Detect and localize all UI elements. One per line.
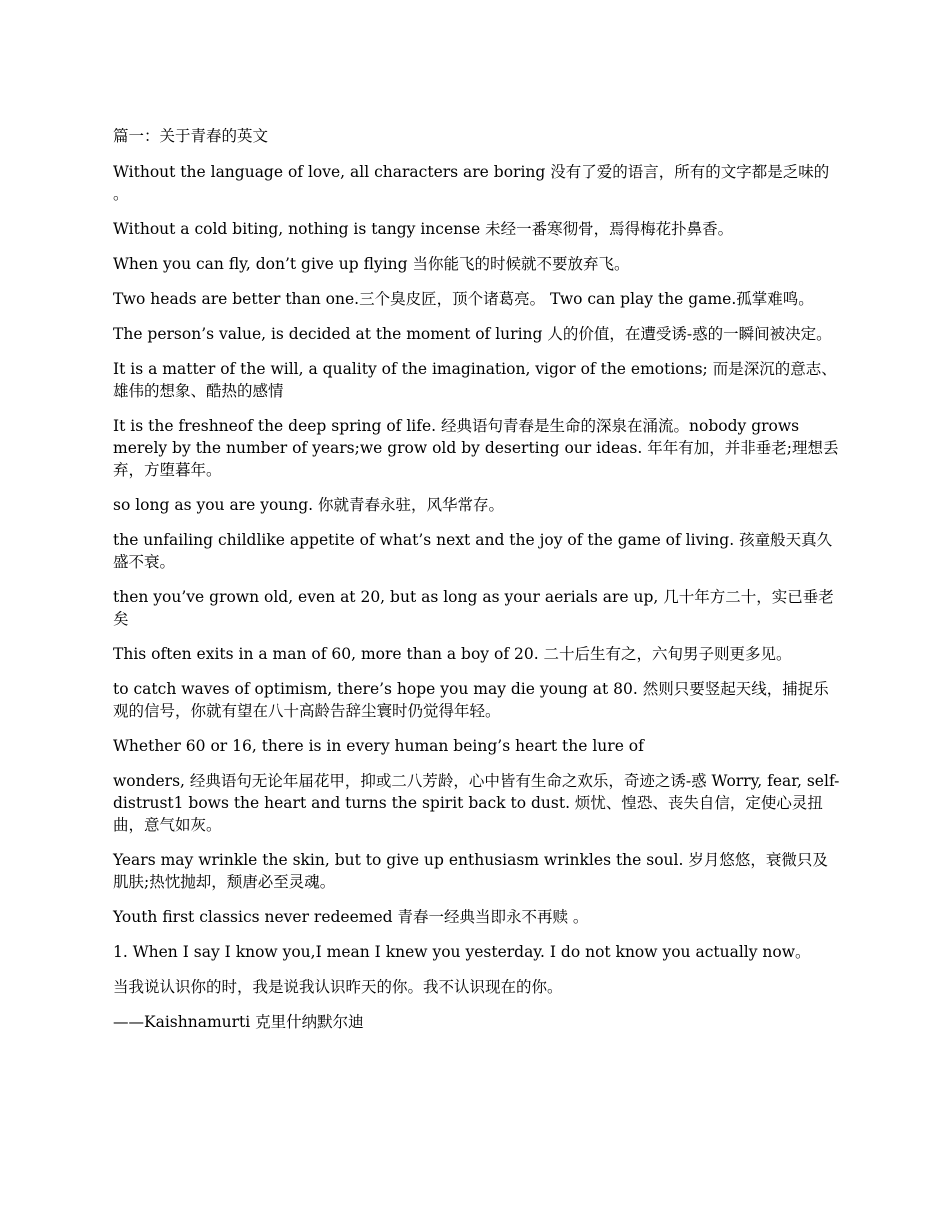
paragraph: to catch waves of optimism, there’s hope you may die young at 80. 然则只要竖起天线，捕捉乐观的信号，你就有望在八十高龄告辞尘寰时仍觉得年轻。: [113, 680, 829, 720]
paragraph: then you’ve grown old, even at 20, but as long as your aerials are up, 几十年方二十，实已垂老矣: [113, 588, 834, 628]
paragraph: wonders, 经典语句无论年届花甲，抑或二八芳龄，心中皆有生命之欢乐，奇迹之诱-惑 Worry, fear, self-distrust1 bows the heart and turns the spirit back to dust. 烦忧、惶恐、丧失自信，定使心灵扭曲，意气如灰。: [113, 772, 840, 834]
paragraph: This often exits in a man of 60, more than a boy of 20. 二十后生有之，六旬男子则更多见。: [113, 645, 792, 663]
paragraph: 1. When I say I know you,I mean I knew you yesterday. I do not know you actually now。: [113, 943, 811, 961]
document-body: [113, 125, 841, 1046]
paragraph: Without a cold biting, nothing is tangy incense 未经一番寒彻骨，焉得梅花扑鼻香。: [113, 220, 734, 238]
paragraph: Two heads are better than one.三个臭皮匠，顶个诸葛亮。 Two can play the game.孤掌难鸣。: [113, 290, 814, 308]
paragraph: It is the freshneof the deep spring of life. 经典语句青春是生命的深泉在涌流。nobody grows merely by the number of years;we grow old by deserting our ideas. 年年有加，并非垂老;理想丢弃，方堕暮年。: [113, 417, 839, 479]
document-heading: 篇一：关于青春的英文: [113, 127, 269, 145]
paragraph: so long as you are young. 你就青春永驻，风华常存。: [113, 496, 505, 514]
paragraph: Years may wrinkle the skin, but to give up enthusiasm wrinkles the soul. 岁月悠悠，衰微只及肌肤;热忱抛却，颓唐必至灵魂。: [113, 851, 828, 891]
paragraph: Whether 60 or 16, there is in every human being’s heart the lure of: [113, 737, 644, 755]
paragraph: When you can fly, don’t give up flying 当你能飞的时候就不要放弃飞。: [113, 255, 630, 273]
paragraph: Without the language of love, all characters are boring 没有了爱的语言，所有的文字都是乏味的 。: [113, 163, 830, 203]
paragraph: It is a matter of the will, a quality of the imagination, vigor of the emotions; 而是深沉的意志、雄伟的想象、酷热的感情: [113, 360, 837, 400]
attribution: ——Kaishnamurti 克里什纳默尔迪: [113, 1013, 364, 1031]
paragraph: The person’s value, is decided at the moment of luring 人的价值，在遭受诱-惑的一瞬间被决定。: [113, 325, 832, 343]
paragraph: the unfailing childlike appetite of what’s next and the joy of the game of living. 孩童般天真久盛不衰。: [113, 531, 833, 571]
paragraph: Youth first classics never redeemed 青春一经典当即永不再赎 。: [113, 908, 589, 926]
paragraph: 当我说认识你的时，我是说我认识昨天的你。我不认识现在的你。: [113, 978, 563, 996]
